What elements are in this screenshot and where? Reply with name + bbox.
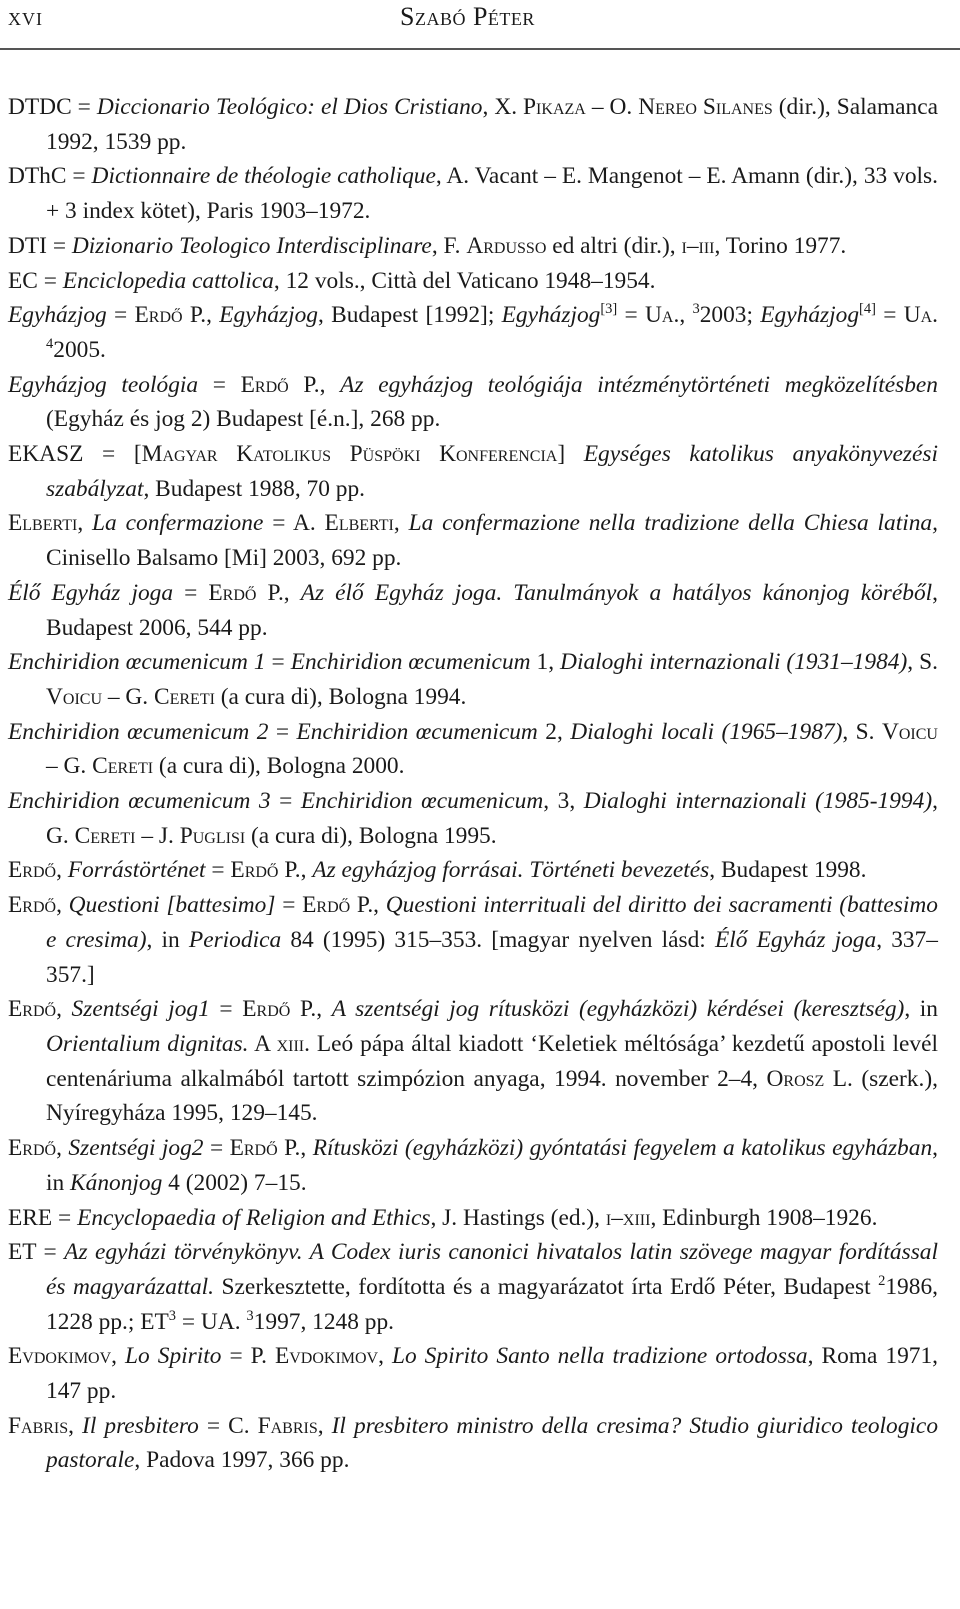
entry-text: , Budapest 1998. [709, 857, 867, 884]
entry-text: , [378, 1343, 392, 1370]
italic-text: Lo Spirito [125, 1343, 222, 1370]
italic-text: Periodica [188, 926, 282, 953]
entry-text: – O. [585, 94, 639, 120]
small-caps-name: Cereti [92, 753, 154, 780]
italic-text: Questioni [battesimo] [68, 892, 276, 919]
small-caps-name: Cereti [74, 822, 136, 849]
italic-text: Enchiridion œcumenicum [300, 788, 544, 815]
running-head [0, 0, 960, 40]
italic-text: Orientalium dignitas. [46, 1030, 249, 1057]
small-caps-name: Erdő [134, 302, 183, 329]
entry-text: , 12 vols., Città del Vaticano 1948–1954. [273, 267, 656, 294]
italic-text: Az élő Egyház joga. Tanulmányok a hatályos kánonjog köréből [300, 579, 933, 606]
entry-text: = [205, 857, 231, 884]
running-title: Szabó Péter [400, 2, 535, 31]
entry-text: P., [278, 857, 313, 884]
italic-text: Az egyházi törvénykönyv. A Codex iuris canonici hivatalos latin szövege magyar fordítással és magyarázattal. [46, 1239, 938, 1300]
small-caps-name: Ardusso [466, 232, 547, 259]
abbreviation-list [8, 90, 938, 1478]
italic-text: Il presbitero [82, 1412, 199, 1439]
italic-text: Élő Egyház joga [8, 579, 174, 606]
superscript: 3 [246, 1307, 254, 1324]
entry-text: , in [904, 996, 938, 1023]
small-caps-name: Ua [645, 302, 674, 329]
small-caps-name: Fabris [8, 1412, 69, 1439]
small-caps-name: Pikaza [523, 94, 586, 120]
italic-text: La confermazione nella tradizione della Chiesa latina, [408, 510, 938, 537]
entry-text: (a cura di), Bologna 1995. [245, 822, 497, 849]
entry-text: , 3, [543, 788, 584, 815]
entry-text: , 337–357.] [46, 926, 938, 988]
italic-text: A szentségi jog rítusközi (egyházközi) kérdései (keresztség) [331, 996, 905, 1023]
italic-text: Dialoghi internazionali (1931–1984) [560, 649, 908, 676]
entry-text: P., [256, 579, 301, 606]
superscript: 4 [46, 336, 54, 353]
abbreviation-entry [8, 645, 938, 714]
entry-text: DTI = [8, 232, 72, 259]
entry-text: ERE = [8, 1204, 78, 1231]
small-caps-name: Fabris [257, 1412, 318, 1439]
entry-text: , [393, 510, 409, 537]
italic-text: Il presbitero ministro della cresima? Studio giuridico teologico pastorale [46, 1412, 939, 1474]
entry-text: = [270, 788, 301, 815]
entry-text: – J. [135, 822, 180, 849]
abbreviation-entry [8, 715, 938, 784]
entry-text: = [203, 1135, 230, 1162]
italic-text: Enchiridion œcumenicum 2 [8, 718, 269, 745]
entry-text: P., [288, 371, 341, 398]
entry-text: , X. [482, 94, 524, 120]
italic-text: Egyházjog [219, 302, 318, 329]
abbreviation-entry [8, 229, 938, 264]
italic-text: Forrástörténet [67, 857, 206, 884]
entry-text: 4 (2002) 7–15. [162, 1169, 307, 1196]
entry-text: ET = [8, 1239, 65, 1266]
italic-text: Rítusközi (egyházközi) gyóntatási fegyelem a katolikus egyházban [312, 1135, 933, 1162]
small-caps-name: Erdő [302, 892, 351, 919]
italic-text: Dictionnaire de théologie catholique [91, 163, 436, 190]
entry-text: , [56, 1135, 69, 1162]
entry-text: , in [46, 1135, 939, 1196]
entry-text: , [56, 857, 68, 884]
small-caps-name: Erdő [240, 371, 289, 398]
italic-text: Enchiridion œcumenicum [296, 718, 538, 745]
entry-text: = [617, 302, 646, 329]
abbreviation-entry [8, 506, 938, 575]
small-caps-name: Elberti [324, 510, 394, 537]
italic-text: Az egyházjog forrásai. Történeti bevezetés [312, 857, 710, 884]
abbreviation-entry [8, 1409, 938, 1478]
italic-text: Egyházjog [501, 302, 601, 329]
small-caps-name: Puglisi [179, 822, 246, 849]
entry-text: L. (szerk.), Nyíregyháza 1995, 129–145. [46, 1065, 938, 1127]
entry-text: (a cura di), Bologna 2000. [153, 753, 405, 780]
superscript: 3 [168, 1307, 177, 1324]
entry-text: EC = [8, 267, 63, 294]
entry-text: P., [290, 996, 332, 1023]
entry-text: ., [673, 302, 693, 329]
italic-text: Enchiridion œcumenicum 1 [8, 649, 266, 676]
italic-text: Élő Egyház joga [714, 926, 877, 953]
entry-text: , [111, 1343, 126, 1370]
entry-text: , J. Hastings (ed.), [430, 1204, 606, 1231]
italic-text: Az egyházjog teológiája intézménytörténeti megközelítésben [340, 371, 938, 398]
italic-text: Encyclopaedia of Religion and Ethics [77, 1204, 431, 1231]
abbreviation-entry [8, 264, 938, 299]
entry-text: , S. [907, 649, 938, 676]
abbreviation-entry [8, 853, 938, 888]
entry-text: , S. [842, 718, 882, 745]
abbreviation-entry [8, 576, 938, 645]
abbreviation-entry [8, 1235, 938, 1339]
italic-text: Kánonjog [70, 1169, 163, 1196]
small-caps-name: i–xiii [605, 1204, 651, 1231]
header-rule [0, 48, 960, 50]
entry-text: , F. [431, 232, 467, 259]
entry-text: Cinisello Balsamo [Mi] 2003, 692 pp. [46, 545, 402, 572]
entry-text: ed altri (dir.), [546, 232, 682, 259]
entry-text: , [317, 1412, 332, 1439]
superscript: 2 [878, 1273, 886, 1290]
italic-text: Egységes katolikus anyakönyvezési szabályzat [46, 441, 938, 502]
entry-text: = [265, 649, 291, 676]
italic-text: Lo Spirito Santo nella tradizione ortodossa [391, 1343, 808, 1370]
italic-text: Szentségi jog1 [71, 996, 210, 1023]
small-caps-name: Erdő [229, 1135, 278, 1162]
entry-text: = [198, 371, 241, 398]
italic-text: Dialoghi internazionali (1985-1994) [583, 788, 933, 815]
entry-text: = [275, 892, 303, 919]
small-caps-name: Erdő [8, 857, 57, 884]
abbreviation-entry [8, 298, 938, 367]
abbreviation-entry [8, 368, 938, 437]
entry-text: = A. [263, 510, 325, 537]
small-caps-name: Erdő [230, 857, 279, 884]
small-caps-name: Erdő [8, 996, 57, 1023]
italic-text: Enchiridion œcumenicum 3 [8, 788, 271, 815]
entry-text: . [932, 302, 938, 329]
small-caps-name: Erdő [8, 1135, 57, 1162]
abbreviation-entry [8, 1339, 938, 1408]
entry-text: P., [182, 302, 220, 329]
entry-text: = [106, 302, 135, 329]
entry-text: = C. [198, 1412, 258, 1439]
italic-text: Questioni interrituali del diritto dei sacramenti (battesimo e cresima) [46, 892, 938, 953]
entry-text: EKASZ = [ [8, 441, 142, 468]
superscript: 3 [692, 301, 700, 318]
entry-text: , G. [46, 788, 938, 849]
abbreviation-entry [8, 437, 938, 506]
superscript: [4] [859, 301, 876, 318]
entry-text: 2, [537, 718, 571, 745]
entry-text: , in [146, 926, 189, 953]
entry-text: = UA. [176, 1308, 247, 1335]
small-caps-name: Voicu [881, 718, 938, 745]
abbreviation-entry [8, 784, 938, 853]
page-number: xvi [8, 2, 43, 31]
abbreviation-entry [8, 159, 938, 228]
abbreviation-entry [8, 90, 938, 159]
entry-text: – G. [102, 683, 154, 710]
small-caps-name: Elberti [8, 510, 78, 537]
small-caps-name: Erdő [208, 579, 257, 606]
entry-text: , [56, 892, 69, 919]
small-caps-name: Orosz [766, 1065, 825, 1092]
entry-text: (Egyház és jog 2) Budapest [é.n.], 268 pp. [46, 406, 441, 433]
entry-text: 1, [530, 649, 561, 676]
entry-text: (dir.), Salamanca 1992, 1539 pp. [46, 94, 939, 155]
italic-text: Dialoghi locali (1965–1987) [570, 718, 843, 745]
entry-text: , [77, 510, 93, 537]
entry-text: , Padova 1997, 366 pp. [134, 1447, 350, 1474]
entry-text: – G. [46, 753, 93, 780]
entry-text: = [209, 996, 243, 1023]
entry-text: , A. Vacant – E. Mangenot – E. Amann (dir.), 33 vols. + 3 index kötet), Paris 1903–1972. [46, 163, 938, 225]
entry-text: = [268, 718, 297, 745]
entry-text: (a cura di), Bologna 1994. [214, 683, 467, 710]
italic-text: Szentségi jog2 [68, 1135, 204, 1162]
small-caps-name: Erdő [8, 892, 57, 919]
entry-text: = [173, 579, 209, 606]
italic-text: La confermazione [92, 510, 264, 537]
italic-text: Enchiridion œcumenicum [290, 649, 531, 676]
superscript: [3] [600, 301, 618, 318]
abbreviation-entry [8, 992, 938, 1131]
small-caps-name: Evdokimov [8, 1343, 112, 1370]
italic-text: Egyházjog [8, 302, 107, 329]
entry-text: P., [350, 892, 386, 919]
entry-text: , Budapest 2006, 544 pp. [46, 579, 939, 641]
entry-text: DThC = [8, 163, 92, 190]
small-caps-name: xiii [276, 1030, 305, 1057]
entry-text: , Budapest 1988, 70 pp. [143, 475, 366, 502]
italic-text: Dizionario Teologico Interdisciplinare [71, 232, 432, 259]
small-caps-name: Magyar Katolikus Püspöki Konferencia [141, 441, 558, 468]
entry-text: , Roma 1971, 147 pp. [46, 1343, 938, 1405]
abbreviation-entry [8, 888, 938, 992]
small-caps-name: Voicu [46, 683, 103, 710]
entry-text: , Budapest [1992]; [318, 302, 502, 329]
small-caps-name: Erdő [242, 996, 291, 1023]
entry-text: ] [557, 441, 584, 468]
italic-text: Egyházjog [760, 302, 860, 329]
entry-text: 2003; [699, 302, 761, 329]
entry-text: Szerkesztette, fordította és a magyarázatot írta Erdő Péter, Budapest [214, 1273, 879, 1300]
small-caps-name: Nereo Silanes [638, 94, 773, 120]
entry-text: 1997, 1248 pp. [253, 1308, 395, 1335]
entry-text: = P. [221, 1343, 275, 1370]
entry-text: 2005. [53, 336, 106, 363]
small-caps-name: Cereti [154, 683, 215, 710]
entry-text: , Torino 1977. [714, 232, 847, 259]
entry-text: A [248, 1030, 277, 1057]
italic-text: Diccionario Teológico: el Dios Cristiano [96, 94, 483, 120]
entry-text: , [56, 996, 72, 1023]
italic-text: Egyházjog teológia [8, 371, 199, 398]
entry-text: P., [277, 1135, 313, 1162]
entry-text: 84 (1995) 315–353. [magyar nyelven lásd: [281, 926, 715, 953]
abbreviation-entry [8, 1131, 938, 1200]
small-caps-name: i–iii [681, 232, 715, 259]
abbreviation-entry [8, 1201, 938, 1236]
entry-text: , Edinburgh 1908–1926. [650, 1204, 878, 1231]
entry-text: 1986, 1228 pp.; ET [46, 1273, 938, 1335]
entry-text: DTDC = [8, 94, 97, 120]
italic-text: Enciclopedia cattolica [62, 267, 274, 294]
small-caps-name: Ua [903, 302, 933, 329]
entry-text: , [68, 1412, 83, 1439]
entry-text: = [875, 302, 904, 329]
entry-text: . Leó pápa által kiadott ‘Keletiek méltósága’ kezdetű apostoli levél centenáriuma alkalmából tartott szimpózion anyaga, 1994. november 2–4, [46, 1030, 938, 1092]
small-caps-name: Evdokimov [274, 1343, 379, 1370]
